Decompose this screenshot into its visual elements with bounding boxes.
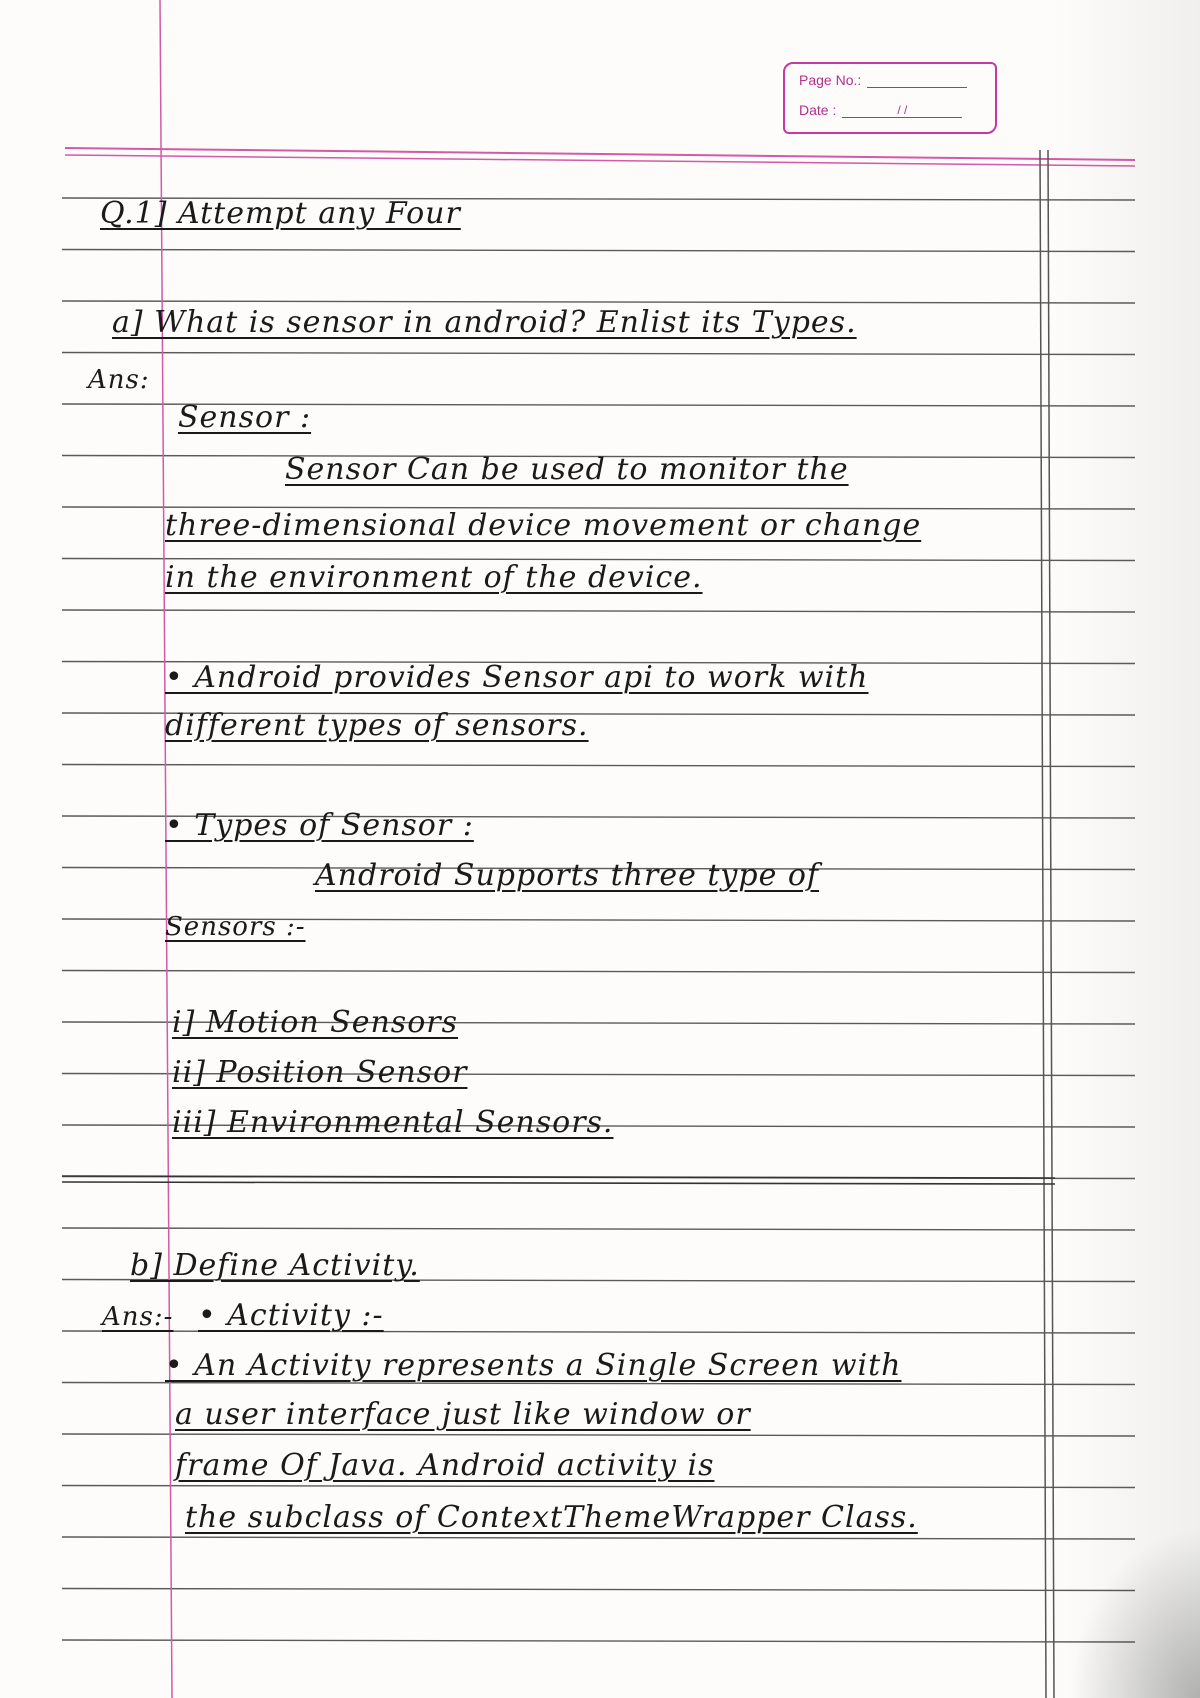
sensor-definition-line-2: three-dimensional device movement or change — [165, 508, 922, 543]
question-title: Q.1] Attempt any Four — [100, 196, 461, 231]
ruled-line — [62, 1228, 1135, 1230]
activity-line-1: • An Activity represents a Single Screen with — [165, 1348, 902, 1383]
right-margin-rule-1 — [1040, 150, 1046, 1698]
ruled-line — [62, 1589, 1135, 1591]
sensor-definition-line-3: in the environment of the device. — [165, 560, 703, 595]
page-corner-shadow — [1070, 1528, 1200, 1698]
ruled-line — [62, 765, 1135, 767]
right-margin-rule-2 — [1048, 150, 1054, 1698]
question-b: b] Define Activity. — [130, 1248, 420, 1283]
answer-b-label: Ans:- — [102, 1302, 174, 1332]
section-divider-2 — [62, 1182, 1055, 1184]
activity-heading: • Activity :- — [198, 1298, 384, 1333]
ruled-line — [62, 971, 1135, 973]
answer-a-label: Ans: — [88, 365, 150, 395]
sensor-type-2: ii] Position Sensor — [172, 1055, 468, 1090]
ruled-line — [62, 301, 1135, 303]
activity-line-2: a user interface just like window or — [175, 1397, 751, 1432]
header-rule — [65, 148, 1135, 160]
types-line-1: Android Supports three type of — [315, 858, 820, 893]
date-blank: / / — [842, 103, 962, 118]
ruled-line — [62, 353, 1135, 355]
android-api-line-1: • Android provides Sensor api to work with — [165, 660, 869, 695]
page-no-label: Page No.: — [799, 72, 862, 88]
sensor-heading: Sensor : — [178, 400, 312, 435]
page-date-stamp — [783, 62, 997, 134]
header-rule-2 — [65, 155, 1135, 166]
types-heading: • Types of Sensor : — [165, 808, 474, 843]
page-no-row — [799, 72, 967, 88]
sensor-definition-line-1: Sensor Can be used to monitor the — [285, 452, 849, 487]
section-divider-1 — [62, 1176, 1055, 1178]
question-a: a] What is sensor in android? Enlist its Types. — [112, 305, 857, 340]
page-no-blank — [867, 73, 967, 88]
date-row — [799, 102, 962, 118]
activity-line-3: frame Of Java. Android activity is — [175, 1448, 715, 1483]
date-label: Date : — [799, 102, 837, 118]
ruled-line — [62, 1486, 1135, 1488]
types-line-2: Sensors :- — [165, 912, 306, 942]
ruled-line — [62, 610, 1135, 612]
android-api-line-2: different types of sensors. — [165, 708, 589, 743]
sensor-type-1: i] Motion Sensors — [172, 1005, 459, 1040]
sensor-type-3: iii] Environmental Sensors. — [172, 1105, 614, 1140]
ruled-line — [62, 1537, 1135, 1539]
ruled-line — [62, 1434, 1135, 1436]
left-margin-rule — [160, 0, 172, 1698]
ruled-line — [62, 250, 1135, 252]
activity-line-4: the subclass of ContextThemeWrapper Class. — [185, 1500, 918, 1535]
ruled-line — [62, 1640, 1135, 1642]
